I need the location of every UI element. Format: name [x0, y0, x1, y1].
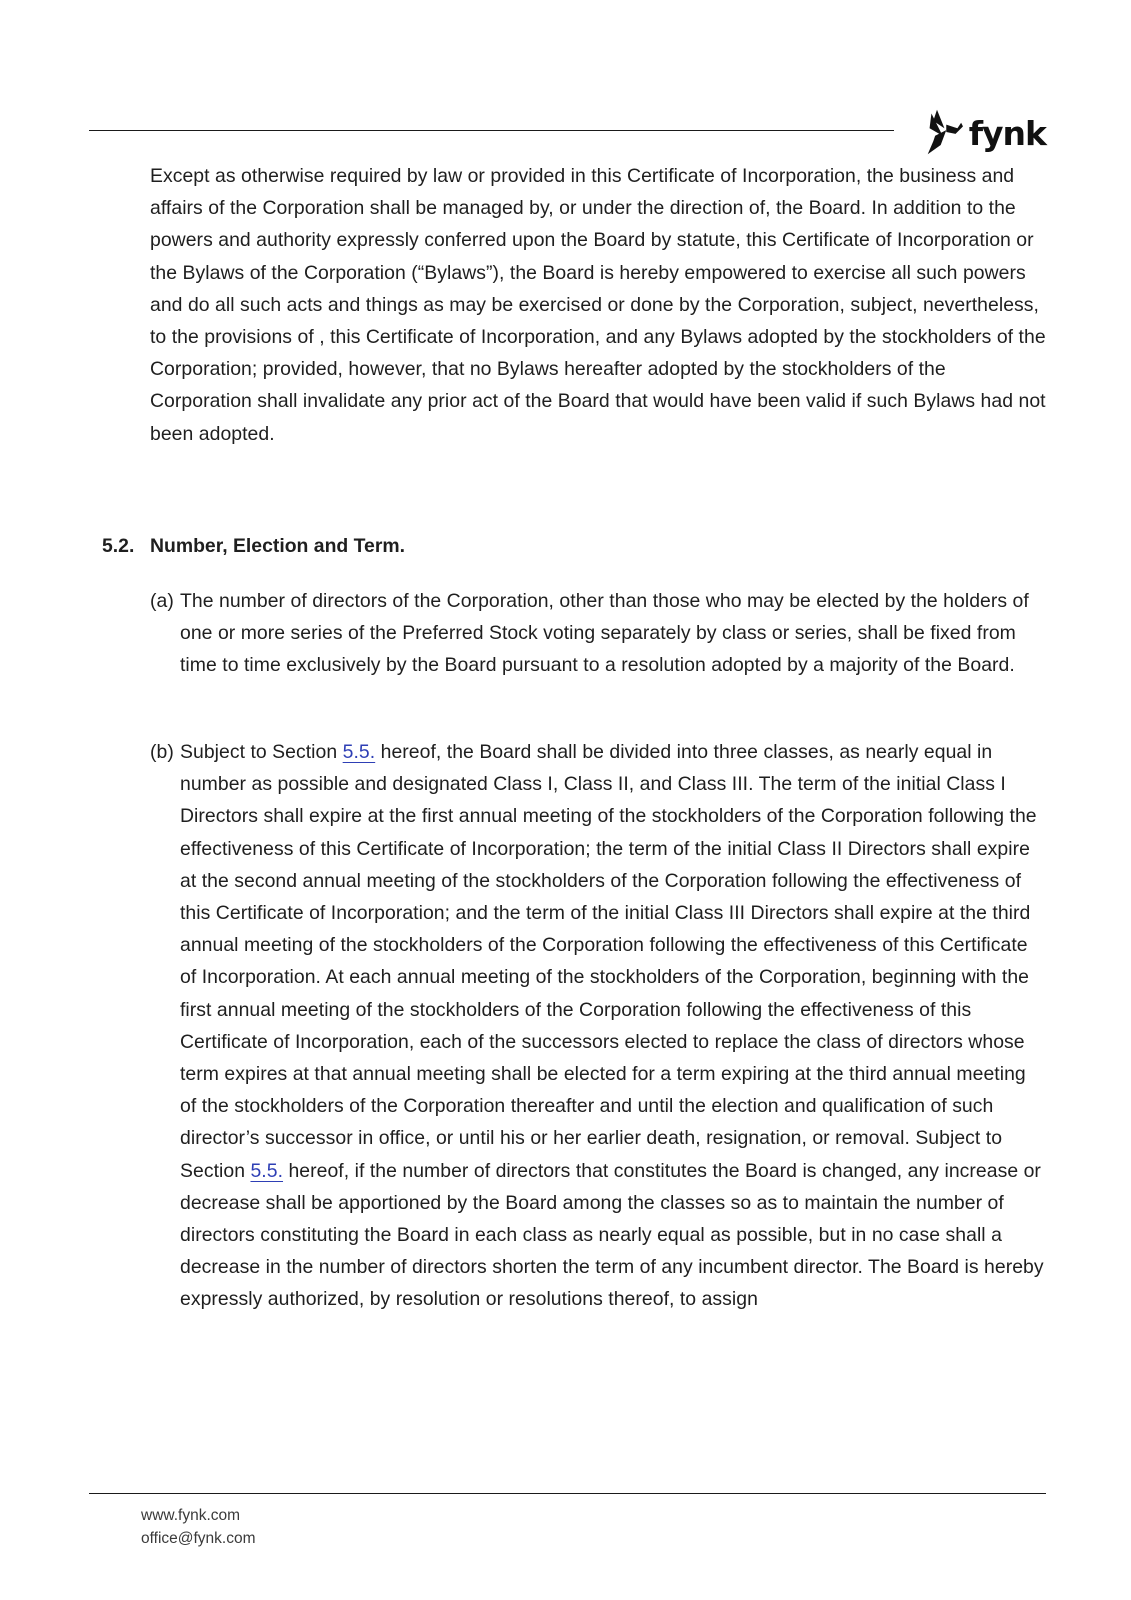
- header-divider: [89, 130, 894, 131]
- clause-b-text-1: Subject to Section: [180, 741, 343, 763]
- clause-a-marker: (a): [150, 590, 174, 612]
- section-reference-link[interactable]: 5.5.: [250, 1159, 284, 1182]
- fynk-bird-icon: [924, 106, 967, 158]
- section-heading: [102, 531, 1002, 561]
- section-title: Number, Election and Term.: [150, 535, 406, 557]
- intro-paragraph: Except as otherwise required by law or provided in this Certificate of Incorporation, the business and affairs of the Corporation shall be managed by, or under the direction of, the Board. In addition to the powers and authority expressly conferred upon the Board by statute, this Certificate of Incorporation or the Bylaws of the Corporation (“Bylaws”), the Board is hereby empowered to exercise all such powers and do all such acts and things as may be exercised or done by the Corporation, subject, nevertheless, to the provisions of , this Certificate of Incorporation, and any Bylaws adopted by the stockholders of the Corporation; provided, however, that no Bylaws hereafter adopted by the stockholders of the Corporation shall invalidate any prior act of the Board that would have been valid if such Bylaws had not been adopted.: [150, 165, 1046, 445]
- clause-a: [150, 585, 1045, 682]
- footer: [141, 1504, 256, 1550]
- section-reference-link[interactable]: 5.5.: [342, 741, 376, 763]
- brand-name: fynk: [968, 113, 1046, 153]
- clause-b-marker: (b): [150, 741, 174, 763]
- clause-b: [150, 736, 1045, 1316]
- brand-logo: [924, 104, 1046, 160]
- section-number: 5.2.: [102, 535, 135, 557]
- footer-website: www.fynk.com: [141, 1507, 241, 1524]
- footer-divider: [89, 1493, 1046, 1494]
- clause-a-text: The number of directors of the Corporation, other than those who may be elected by the holders of one or more series of the Preferred Stock voting separately by class or series, shall be fixed from time to time exclusively by the Board pursuant to a resolution adopted by a majority of the Board.: [180, 590, 1029, 677]
- clause-b-text-3: hereof, if the number of directors that constitutes the Board is changed, any increase or decrease shall be apportioned by the Board among the classes so as to maintain the number of directors constituting the Board in each class as nearly equal as possible, but in no case shall a decrease in the number of directors shorten the term of any incumbent director. The Board is hereby expressly authorized, by resolution or resolutions thereof, to assign: [180, 1159, 1044, 1311]
- footer-email: office@fynk.com: [141, 1530, 256, 1547]
- clause-b-text-2: hereof, the Board shall be divided into three classes, as nearly equal in number as possible and designated Class I, Class II, and Class III. The term of the initial Class I Directors shall expire at the first annual meeting of the stockholders of the Corporation following the effectiveness of this Certificate of Incorporation; the term of the initial Class II Directors shall expire at the second annual meeting of the stockholders of the Corporation following the effectiveness of this Certificate of Incorporation; and the term of the initial Class III Directors shall expire at the third annual meeting of the stockholders of the Corporation following the effectiveness of this Certificate of Incorporation. At each annual meeting of the stockholders of the Corporation, beginning with the first annual meeting of the stockholders of the Corporation following the effectiveness of this Certificate of Incorporation, each of the successors elected to replace the class of directors whose term expires at that annual meeting shall be elected for a term expiring at the third annual meeting of the stockholders of the Corporation thereafter and until the election and qualification of such director’s successor in office, or until his or her earlier death, resignation, or removal. Subject to Section: [180, 741, 1037, 1182]
